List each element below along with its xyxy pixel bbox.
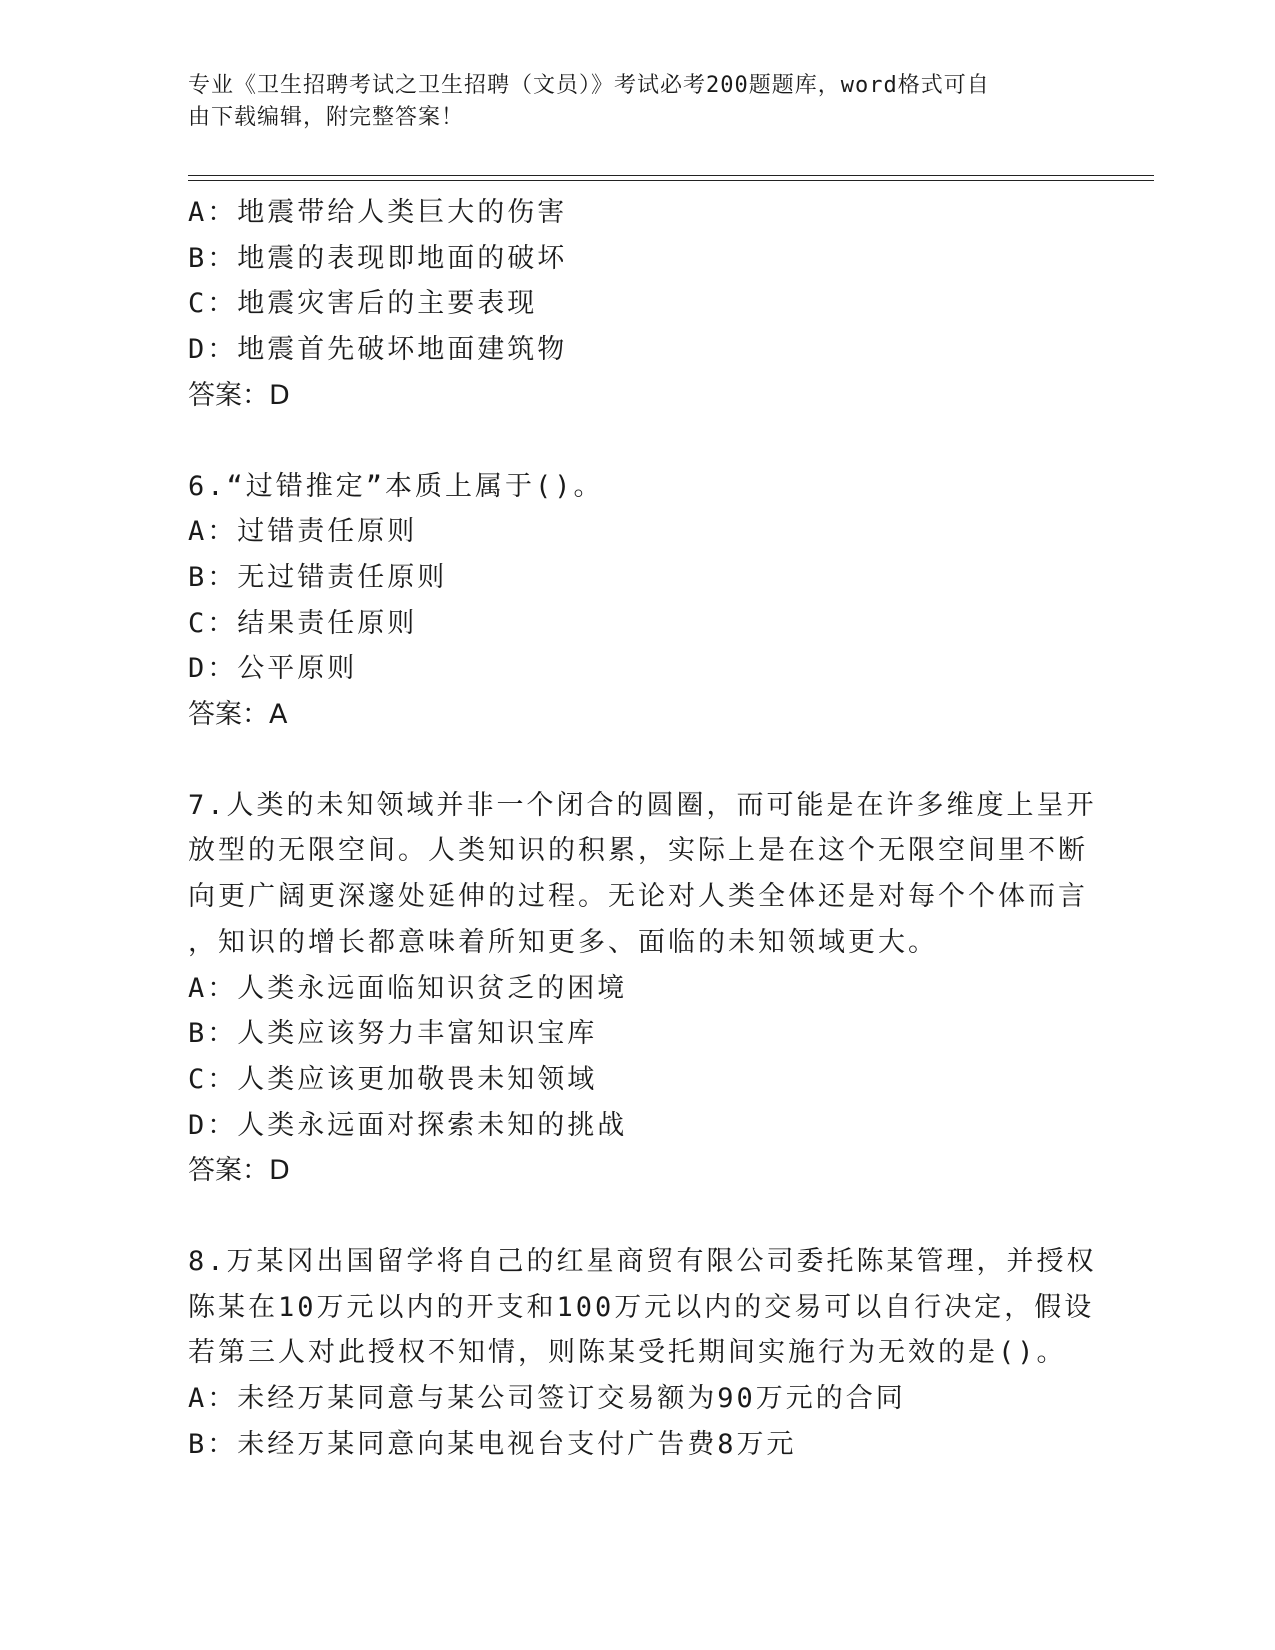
- stem-line: 向更广阔更深邃处延伸的过程。无论对人类全体还是对每个个体而言: [188, 881, 1088, 913]
- option-d: D：人类永远面对探索未知的挑战: [188, 1109, 628, 1141]
- header-divider-top: [188, 175, 1154, 176]
- option-a: A：地震带给人类巨大的伤害: [188, 197, 568, 228]
- option-c: C：地震灾害后的主要表现: [188, 288, 538, 320]
- question-5-answer: 答案：D: [188, 379, 290, 411]
- question-7-answer: 答案：D: [188, 1155, 290, 1187]
- header-line-2: 由下载编辑，附完整答案！: [188, 105, 465, 130]
- option-d: D：公平原则: [188, 653, 358, 685]
- document-header: [188, 70, 1068, 134]
- spacer: [188, 738, 1088, 783]
- question-6-answer: 答案：A: [188, 699, 288, 731]
- option-a: A：过错责任原则: [188, 516, 418, 548]
- stem-line: 8.万某冈出国留学将自己的红星商贸有限公司委托陈某管理，并授权: [188, 1246, 1097, 1278]
- stem-line: 7.人类的未知领域并非一个闭合的圆圈，而可能是在许多维度上呈开: [188, 789, 1097, 821]
- option-b: B：地震的表现即地面的破坏: [188, 242, 568, 274]
- question-8-stem: [188, 1239, 1097, 1376]
- header-divider-bottom: [188, 180, 1154, 181]
- option-b: B：无过错责任原则: [188, 561, 448, 593]
- stem-line: ，知识的增长都意味着所知更多、面临的未知领域更大。: [188, 926, 938, 958]
- question-6-options: [188, 509, 1088, 692]
- option-d: D：地震首先破坏地面建筑物: [188, 334, 568, 366]
- option-b: B：未经万某同意向某电视台支付广告费8万元: [188, 1428, 797, 1460]
- option-a: A：未经万某同意与某公司签订交易额为90万元的合同: [188, 1383, 906, 1415]
- stem-line: 放型的无限空间。人类知识的积累，实际上是在这个无限空间里不断: [188, 835, 1088, 867]
- spacer: [188, 419, 1088, 464]
- stem-line: 若第三人对此授权不知情，则陈某受托期间实施行为无效的是()。: [188, 1337, 1067, 1369]
- stem-line: 陈某在10万元以内的开支和100万元以内的交易可以自行决定，假设: [188, 1291, 1095, 1323]
- question-7-stem: [188, 783, 1097, 966]
- question-content: [188, 190, 1097, 1468]
- header-line-1: 专业《卫生招聘考试之卫生招聘（文员）》考试必考200题题库，word格式可自: [188, 73, 990, 98]
- question-6-stem: 6.“过错推定”本质上属于()。: [188, 470, 604, 502]
- option-c: C：人类应该更加敬畏未知领域: [188, 1063, 598, 1095]
- option-b: B：人类应该努力丰富知识宝库: [188, 1018, 598, 1050]
- option-c: C：结果责任原则: [188, 607, 418, 639]
- question-5-options: [188, 190, 1088, 373]
- question-7-options: [188, 966, 1088, 1149]
- option-a: A：人类永远面临知识贫乏的困境: [188, 972, 628, 1004]
- spacer: [188, 1194, 1088, 1239]
- question-8-options: [188, 1376, 1088, 1467]
